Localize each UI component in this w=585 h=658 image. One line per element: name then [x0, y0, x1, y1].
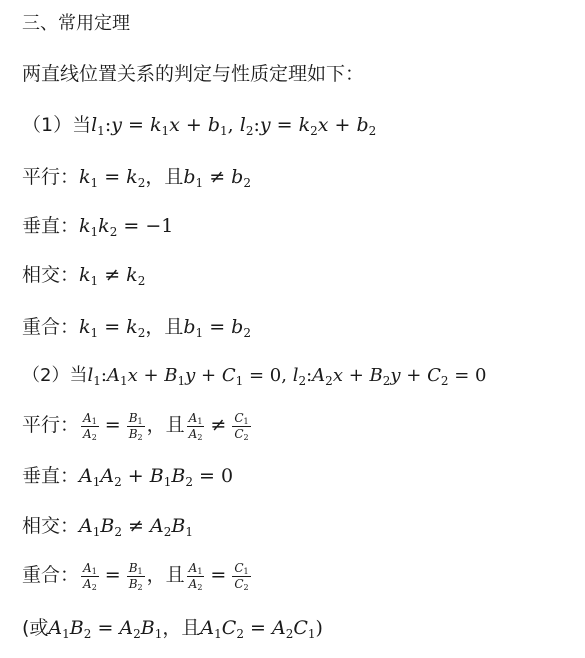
case1-coincide-label: 重合： [22, 316, 80, 338]
section-title: 三、常用定理 [22, 13, 130, 34]
case2-note: (或$A_1B_2 = A_2B_1$，且$A_1C_2 = A_2C_1$) [22, 617, 323, 641]
case2-coincide-and: 且 [165, 564, 185, 586]
case2-intersect: 相交：$A_1B_2 \ne A_2B_1$ [22, 515, 193, 539]
case2-parallel-and: 且 [165, 414, 185, 436]
case1-perpendicular: 垂直：$k_1k_2 = -1$ [22, 215, 174, 239]
case2-zero: 0 [220, 465, 234, 487]
case2-coincide: 重合： $\frac{A_1}{A_2}$ = $\frac{B_1}{B_2}$ ，且 $\frac{A_1}{A_2}$ = $\frac{C_1}{C_2}$ [22, 560, 249, 592]
case1-perpendicular-label: 垂直： [22, 215, 80, 237]
case1-intersect-label: 相交： [22, 264, 80, 286]
fraction: $\frac{A_1}{A_2}$ [83, 410, 97, 442]
case1-label: （1）当 [22, 114, 92, 136]
intro-text: 两直线位置关系的判定与性质定理如下： [22, 63, 365, 85]
case2-condition: （2）当$l_1:A_1x + B_1y + C_1 = 0$, $l_2:A_2x + B_2y + C_2 = 0$ [22, 365, 487, 388]
case2-coincide-label: 重合： [22, 564, 80, 586]
case1-neg-one: −1 [145, 215, 174, 237]
fraction: $\frac{B_1}{B_2}$ [128, 410, 143, 442]
fraction: $\frac{C_1}{C_2}$ [234, 560, 249, 592]
case1-coincide-and: 且 [164, 316, 184, 338]
case2-note-and: 且 [181, 617, 201, 639]
case2-label: （2）当 [22, 365, 88, 386]
case1-parallel: 平行：$k_1 = k_2$，且$b_1 \ne b_2$ [22, 166, 251, 190]
case2-perpendicular: 垂直：$A_1A_2 + B_1B_2 = 0$ [22, 465, 234, 489]
case1-intersect: 相交：$k_1 \ne k_2$ [22, 264, 146, 288]
case1-coincide: 重合：$k_1 = k_2$，且$b_1 = b_2$ [22, 316, 251, 340]
case2-note-close: ) [315, 617, 323, 639]
case1-condition: （1）当$l_1:y = k_1x + b_1$, $l_2:y = k_2x + b_2$ [22, 114, 377, 138]
fraction: $\frac{C_1}{C_2}$ [234, 410, 249, 442]
case2-parallel: 平行： $\frac{A_1}{A_2}$ = $\frac{B_1}{B_2}$ ，且 $\frac{A_1}{A_2}$ ≠ $\frac{C_1}{C_2}$ [22, 410, 249, 442]
case1-parallel-label: 平行： [22, 166, 80, 188]
case1-parallel-and: 且 [164, 166, 184, 188]
fraction: $\frac{A_1}{A_2}$ [188, 410, 203, 442]
case2-intersect-label: 相交： [22, 515, 80, 537]
case2-parallel-label: 平行： [22, 414, 80, 436]
fraction: $\frac{A_1}{A_2}$ [83, 560, 97, 592]
fraction: $\frac{B_1}{B_2}$ [128, 560, 143, 592]
case2-note-open: (或 [22, 617, 49, 639]
case2-perpendicular-label: 垂直： [22, 465, 80, 487]
fraction: $\frac{A_1}{A_2}$ [188, 560, 203, 592]
